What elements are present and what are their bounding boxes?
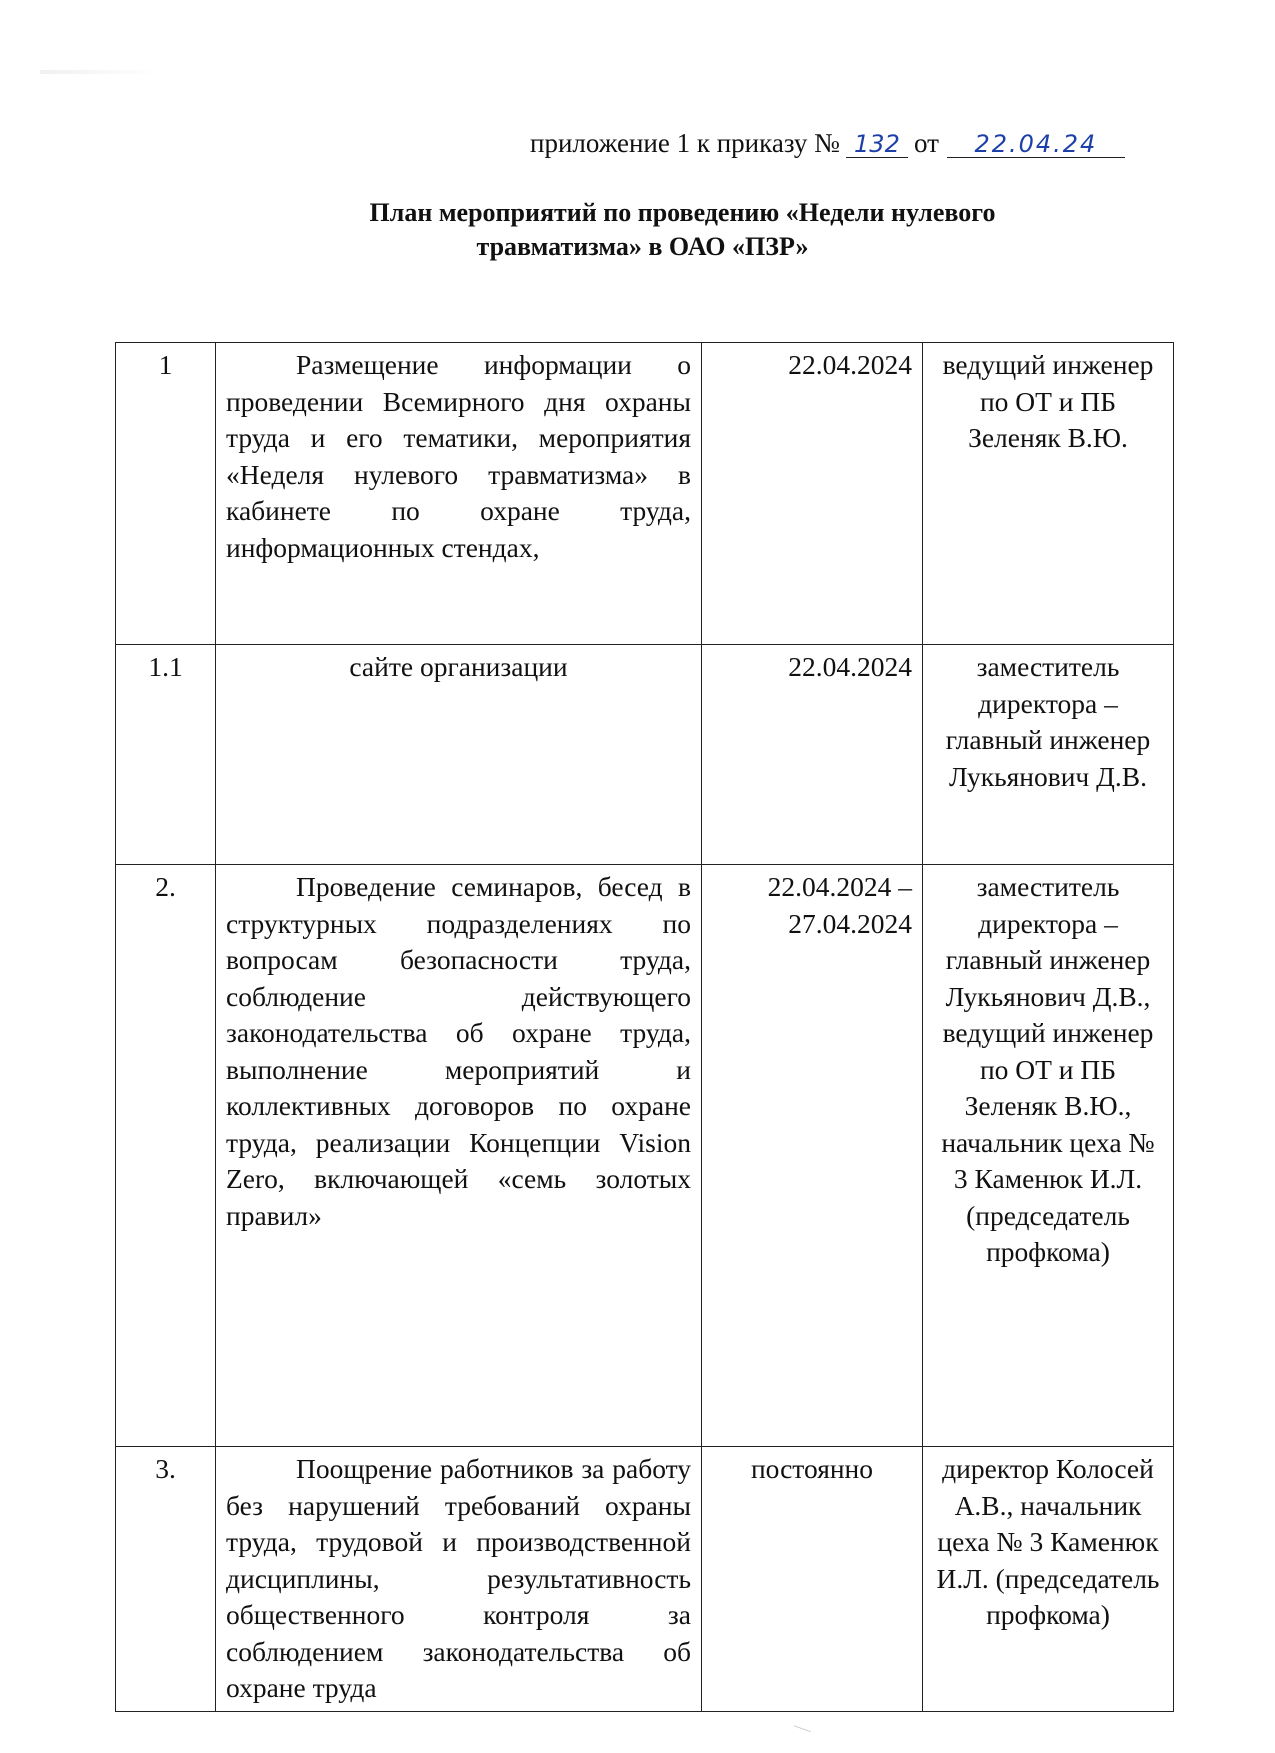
row-number: 3. bbox=[116, 1447, 216, 1712]
activity-cell: Поощрение работников за работу без нарушений требований охраны труда, трудовой и производственной дисциплины, результативность общественного контроля за соблюдением законодательства об охране труда bbox=[216, 1447, 702, 1712]
order-date-handwritten: 22.04.24 bbox=[947, 131, 1125, 158]
date-cell: 22.04.2024 bbox=[702, 645, 923, 865]
document-title bbox=[0, 196, 1275, 264]
responsible-cell: директор Колосей А.В., начальник цеха № 3 Каменюк И.Л. (председатель профкома) bbox=[923, 1447, 1174, 1712]
row-number: 1.1 bbox=[116, 645, 216, 865]
responsible-cell: заместитель директора – главный инженер Лукьянович Д.В. bbox=[923, 645, 1174, 865]
order-number-handwritten: 132 bbox=[846, 131, 908, 158]
table-row bbox=[116, 645, 1174, 865]
activity-cell: Размещение информации о проведении Всемирного дня охраны труда и его тематики, мероприятия «Неделя нулевого травматизма» в кабинете по охране труда, информационных стендах, bbox=[216, 343, 702, 645]
activity-cell: сайте организации bbox=[216, 645, 702, 865]
row-number: 1 bbox=[116, 343, 216, 645]
annex-from: от bbox=[913, 128, 939, 158]
pen-mark bbox=[791, 1725, 811, 1740]
scan-artifact bbox=[40, 70, 160, 74]
row-number: 2. bbox=[116, 865, 216, 1447]
activity-cell: Проведение семинаров, бесед в структурных подразделениях по вопросам безопасности труда, соблюдение действующего законодательства об охране труда, выполнение мероприятий и коллективных договоров по охране труда, реализации Концепции Vision Zero, включающей «семь золотых правил» bbox=[216, 865, 702, 1447]
activity-plan-table bbox=[115, 342, 1174, 1712]
date-cell: 22.04.2024 bbox=[702, 343, 923, 645]
title-line-2: травматизма» в ОАО «ПЗР» bbox=[476, 232, 809, 261]
title-line-1: План мероприятий по проведению «Недели нулевого bbox=[369, 198, 996, 227]
responsible-cell: заместитель директора – главный инженер Лукьянович Д.В., ведущий инженер по ОТ и ПБ Зеленяк В.Ю., начальник цеха № 3 Каменюк И.Л. (председатель профкома) bbox=[923, 865, 1174, 1447]
responsible-cell: ведущий инженер по ОТ и ПБ Зеленяк В.Ю. bbox=[923, 343, 1174, 645]
date-cell: постоянно bbox=[702, 1447, 923, 1712]
annex-reference bbox=[530, 128, 1125, 159]
table-row bbox=[116, 343, 1174, 645]
table-row bbox=[116, 1447, 1174, 1712]
table-row bbox=[116, 865, 1174, 1447]
annex-prefix: приложение 1 к приказу № bbox=[530, 128, 840, 158]
date-cell: 22.04.2024 – 27.04.2024 bbox=[702, 865, 923, 1447]
